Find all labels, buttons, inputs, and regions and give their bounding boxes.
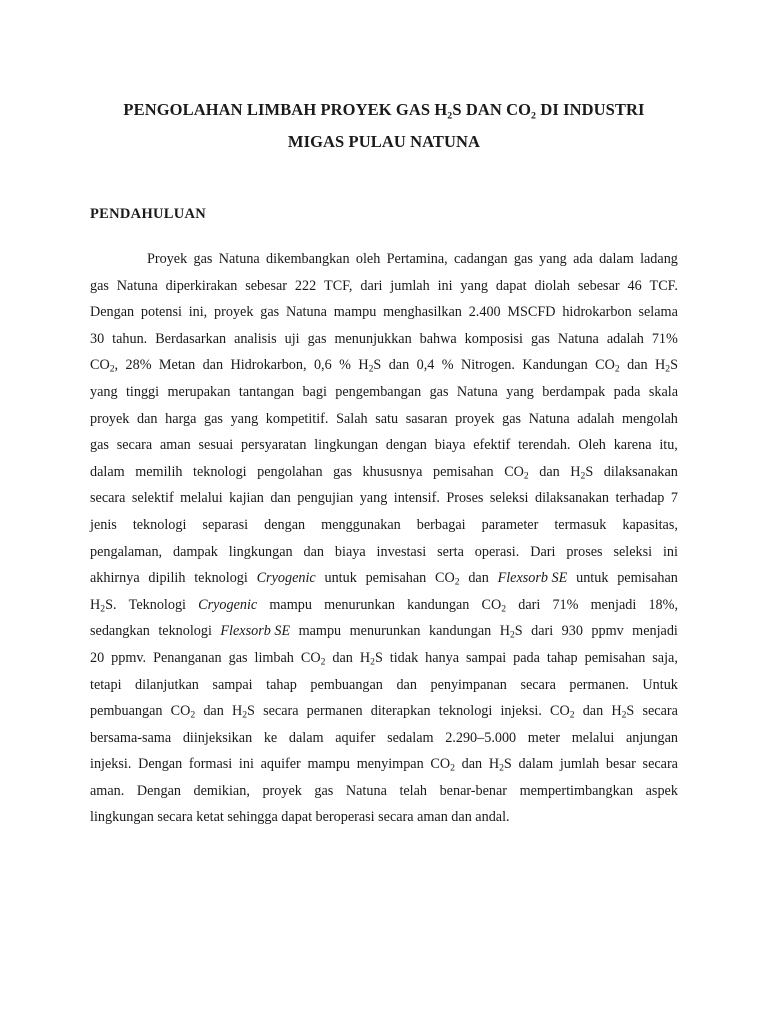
paragraph-line: $CO_2$, 28% Metan dan Hidrokarbon, 0,6 % $H_2S$ dan 0,4 % Nitrogen. Kandungan $CO_2$ dan $H_2S$ (90, 357, 678, 375)
paragraph-line: lingkungan secara ketat sehingga dapat beroperasi secara aman dan andal. (90, 809, 510, 826)
paragraph-line: dalam memilih teknologi pengolahan gas khususnya pemisahan $CO_2$ dan $H_2S$ dilaksanakan (90, 463, 678, 482)
paragraph-line: injeksi. Dengan formasi ini aquifer mampu menyimpan $CO_2$ dan $H_2S$ dalam jumlah besar secara (90, 756, 678, 774)
paragraph-line: yang tinggi merupakan tantangan bagi pengembangan gas Natuna yang berdampak pada skala (90, 383, 678, 400)
paragraph-line: Dengan potensi ini, proyek gas Natuna mampu menghasilkan 2.400 MSCFD hidrokarbon selama (90, 304, 678, 321)
paragraph-line: akhirnya dipilih teknologi Cryogenic untuk pemisahan $CO_2$ dan Flexsorb SE untuk pemisahan (90, 570, 678, 588)
paragraph-line: aman. Dengan demikian, proyek gas Natuna telah benar-benar mempertimbangkan aspek (90, 782, 678, 799)
paragraph-line: pembuangan $CO_2$ dan $H_2S$ secara permanen diterapkan teknologi injeksi. $CO_2$ dan $H_2S$ secara (90, 703, 678, 721)
paragraph-line: $H_2S$. Teknologi Cryogenic mampu menurunkan kandungan $CO_2$ dari 71% menjadi 18%, (90, 596, 678, 615)
title-line-1: PENGOLAHAN LIMBAH PROYEK GAS H₂S DAN CO₂ DI INDUSTRI (123, 100, 645, 119)
paragraph-line: 30 tahun. Berdasarkan analisis uji gas menunjukkan bahwa komposisi gas Natuna adalah 71% (90, 330, 678, 347)
paragraph-line: tetapi dilanjutkan sampai tahap pembuangan dan penyimpanan secara permanen. Untuk (90, 676, 678, 693)
paragraph-line: secara selektif melalui kajian dan pengujian yang intensif. Proses seleksi dilaksanakan terhadap 7 (90, 490, 678, 507)
paragraph-line: Proyek gas Natuna dikembangkan oleh Pertamina, cadangan gas yang ada dalam ladang (147, 251, 678, 267)
paragraph-line: pengalaman, dampak lingkungan dan biaya investasi serta operasi. Dari proses seleksi ini (90, 543, 678, 560)
paragraph-line: 20 ppmv. Penanganan gas limbah $CO_2$ dan $H_2S$ tidak hanya sampai pada tahap pemisahan saja, (90, 649, 678, 668)
paragraph-line: jenis teknologi separasi dengan menggunakan berbagai parameter termasuk kapasitas, (90, 516, 678, 533)
body-paragraph (90, 246, 678, 831)
paragraph-line: proyek dan harga gas yang kompetitif. Salah satu sasaran proyek gas Natuna adalah mengolah (90, 410, 678, 427)
paragraph-line: gas Natuna diperkirakan sebesar 222 TCF, dari jumlah ini yang dapat diolah sebesar 46 TCF. (90, 277, 678, 294)
paragraph-line: gas secara aman sesuai persyaratan lingkungan dengan biaya efektif terendah. Oleh karena itu, (90, 437, 678, 454)
section-heading: PENDAHULUAN (90, 206, 207, 222)
paragraph-line: sedangkan teknologi Flexsorb SE mampu menurunkan kandungan $H_2S$ dari 930 ppmv menjadi (90, 623, 678, 641)
document-title (60, 94, 708, 158)
paragraph-line: bersama-sama diinjeksikan ke dalam aquifer sedalam 2.290–5.000 meter melalui anjungan (90, 729, 678, 746)
title-line-2: MIGAS PULAU NATUNA (287, 132, 481, 151)
